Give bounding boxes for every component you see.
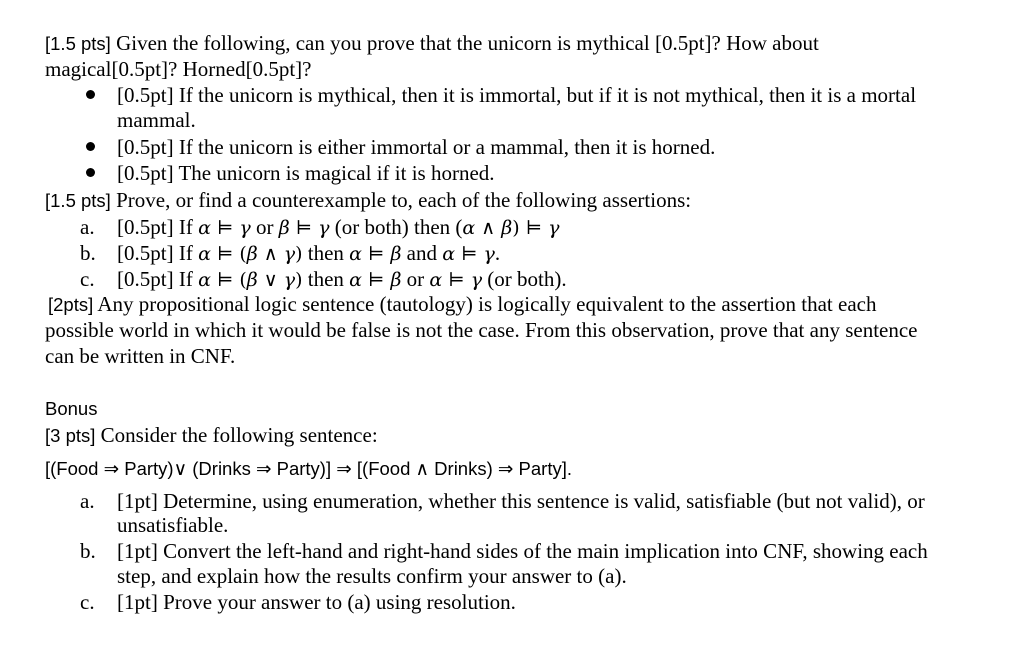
text: (or both). (482, 267, 567, 291)
text: then (302, 241, 350, 265)
q1-bullet-1-cont (117, 107, 196, 133)
entails: ⊨ ( (210, 243, 247, 265)
alpha: α (198, 269, 211, 291)
bonus-item-c-text: [1pt] Prove your answer to (a) using resolution. (117, 590, 516, 614)
q2-item-b (117, 240, 500, 267)
q2-item-c (117, 266, 567, 293)
q2-points: [1.5 pts] (45, 190, 111, 211)
entails: ⊨ ( (210, 269, 247, 291)
bonus-item-b-marker: b. (80, 539, 96, 563)
q3-line-3 (45, 343, 235, 369)
bonus-title: Bonus (45, 398, 98, 419)
q1-bullet-3-text: [0.5pt] The unicorn is magical if it is horned. (117, 161, 495, 185)
beta: β (246, 269, 258, 291)
q1-text-1: Given the following, can you prove that the unicorn is mythical [0.5pt]? How about (110, 31, 819, 55)
paren: ) (295, 269, 303, 291)
text: [0.5pt] If (117, 241, 199, 265)
alpha: α (462, 217, 476, 239)
gamma: γ (548, 217, 560, 239)
bonus-intro: Consider the following sentence: (95, 423, 378, 447)
entails: ⊨ (455, 243, 484, 265)
alpha: α (198, 217, 211, 239)
bonus-item-c (117, 589, 516, 615)
text: (or both) then ( (329, 215, 463, 239)
paren: ) (295, 243, 303, 265)
entails: ⊨ (362, 243, 391, 265)
gamma: γ (483, 243, 495, 265)
bonus-item-a-text: [1pt] Determine, using enumeration, whether this sentence is valid, satisfiable (but not valid), or (117, 489, 925, 513)
bullet-icon (86, 142, 95, 151)
q2-item-c-marker: c. (80, 267, 95, 291)
q1-bullet-2-text: [0.5pt] If the unicorn is either immortal or a mammal, then it is horned. (117, 135, 716, 159)
beta: β (501, 217, 513, 239)
text: . (494, 241, 501, 265)
bonus-item-b (117, 538, 928, 564)
q1-bullet-1 (117, 82, 916, 108)
bonus-item-b-text-2: step, and explain how the results confirm your answer to (a). (117, 564, 627, 588)
q3-text-2: possible world in which it would be false is not the case. From this observation, prove that any sentence (45, 318, 918, 342)
q3-line-1 (48, 291, 876, 318)
q3-line-2 (45, 317, 917, 343)
bonus-header (45, 422, 378, 449)
q1-bullet-1-text: [0.5pt] If the unicorn is mythical, then it is immortal, but if it is not mythical, then it is a mortal (117, 83, 917, 107)
q2-item-a (117, 214, 559, 241)
q1-points: [1.5 pts] (45, 33, 111, 54)
text: or (250, 215, 279, 239)
bonus-item-a (117, 488, 925, 514)
bonus-item-a-cont (117, 512, 228, 538)
bullet-icon (86, 168, 95, 177)
bonus-item-c-marker: c. (80, 590, 95, 614)
alpha: α (349, 243, 363, 265)
q3-points: [2pts] (48, 294, 94, 315)
q2-item-a-marker: a. (80, 215, 95, 239)
and-symbol: ∧ (257, 243, 284, 265)
entails: ⊨ (442, 269, 471, 291)
alpha: α (198, 243, 211, 265)
bonus-sentence: [(Food ⇒ Party)∨ (Drinks ⇒ Party)] ⇒ [(Food ∧ Drinks) ⇒ Party]. (45, 458, 572, 479)
q3-text-3: can be written in CNF. (45, 344, 236, 368)
bonus-item-a-marker: a. (80, 489, 95, 513)
or-symbol: ∨ (257, 269, 284, 291)
alpha: α (349, 269, 363, 291)
q1-bullet-1-text-2: mammal. (117, 108, 196, 132)
bullet-icon (86, 90, 95, 99)
q1-bullet-3 (117, 160, 495, 186)
q2-text: Prove, or find a counterexample to, each of the following assertions: (110, 188, 692, 212)
bonus-item-a-text-2: unsatisfiable. (117, 513, 229, 537)
entails: ⊨ (362, 269, 391, 291)
bonus-item-b-cont (117, 563, 627, 589)
text: then (302, 267, 350, 291)
text: [0.5pt] If (117, 267, 199, 291)
beta: β (246, 243, 258, 265)
gamma: γ (283, 269, 296, 291)
entails: ⊨ (289, 217, 319, 239)
alpha: α (442, 243, 456, 265)
bonus-item-b-text: [1pt] Convert the left-hand and right-hand sides of the main implication into CNF, showing each (117, 539, 928, 563)
and-symbol: ∧ (475, 217, 502, 239)
gamma: γ (239, 217, 251, 239)
entails: ⊨ (210, 217, 240, 239)
q1-line-1 (45, 30, 819, 57)
alpha: α (429, 269, 443, 291)
gamma: γ (318, 217, 330, 239)
beta: β (278, 217, 290, 239)
gamma: γ (283, 243, 296, 265)
beta: β (390, 243, 402, 265)
q2-item-b-marker: b. (80, 241, 96, 265)
beta: β (390, 269, 402, 291)
q1-line-2 (45, 56, 311, 82)
q3-text-1: Any propositional logic sentence (tautology) is logically equivalent to the assertion that each (93, 292, 877, 316)
q1-bullet-2 (117, 134, 715, 160)
text: or (401, 267, 430, 291)
text: and (401, 241, 443, 265)
text: [0.5pt] If (117, 215, 199, 239)
gamma: γ (470, 269, 483, 291)
bonus-points: [3 pts] (45, 425, 96, 446)
q1-text-2: magical[0.5pt]? Horned[0.5pt]? (45, 57, 312, 81)
entails: ) ⊨ (512, 217, 549, 239)
q2-header (45, 187, 691, 214)
